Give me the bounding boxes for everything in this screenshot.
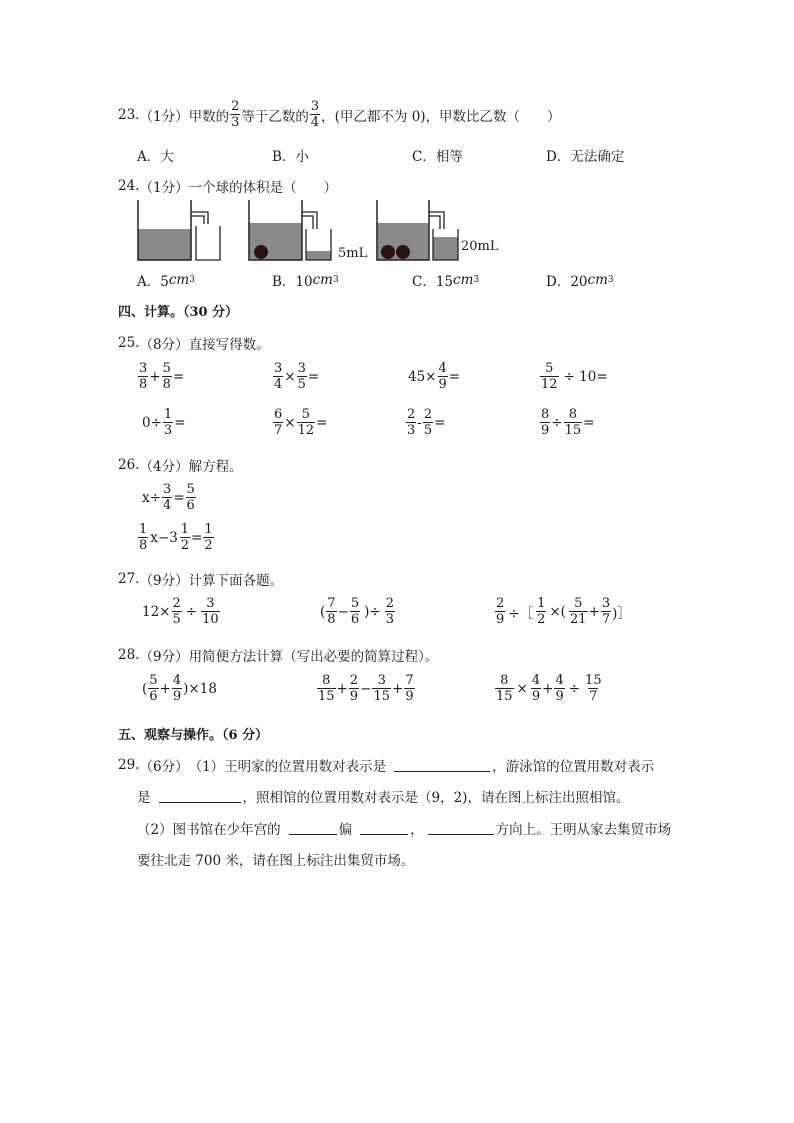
q29-line-1: 29. （6分） （1）王明家的位置用数对表示是 ，游泳馆的位置用数对表示 bbox=[118, 757, 655, 775]
q24-label-20ml: 20mL bbox=[461, 239, 499, 254]
q25-expr-4: $\frac{5}{12}$ ÷ 10= bbox=[541, 361, 608, 392]
q23-option-d[interactable]: D．无法确定 bbox=[546, 149, 625, 165]
q28-expr-1: ( 5 6 + $\frac{4}{9}$ )×18 bbox=[142, 673, 217, 704]
q25-stem: 25. （8分） 直接写得数。 bbox=[118, 335, 270, 353]
q23-text-2: 等于乙数的 bbox=[241, 108, 309, 125]
q24-number: 24. bbox=[118, 178, 140, 194]
q26-stem: 26. （4分） 解方程。 bbox=[118, 457, 243, 475]
q23-fraction-2: 3 4 bbox=[310, 99, 320, 130]
beaker-1 bbox=[138, 200, 220, 260]
q25-expr-2: $\frac{3}{4}$ × $\frac{3}{5}$ = bbox=[274, 361, 320, 392]
q24-option-d[interactable]: D．20 cm 3 bbox=[546, 272, 614, 290]
answer-blank[interactable] bbox=[289, 822, 337, 835]
answer-blank[interactable] bbox=[159, 790, 241, 803]
q24-option-b[interactable]: B．10 cm 3 bbox=[272, 272, 339, 290]
q24-stem bbox=[118, 176, 337, 196]
q25-expr-3: 45× $\frac{4}{9}$ = bbox=[408, 361, 461, 392]
q25-expr-1: 3 8 + $\frac{5}{8}$ = bbox=[139, 361, 185, 392]
answer-blank[interactable] bbox=[428, 822, 494, 835]
q26-equation-1: x÷ $\frac{3}{4}$ = $\frac{5}{6}$ bbox=[142, 482, 195, 513]
answer-blank[interactable] bbox=[394, 759, 490, 772]
q25-expr-8: $\frac{8}{9}$ ÷ $\frac{8}{15}$ = bbox=[541, 407, 595, 438]
q24-option-c[interactable]: C．15 cm 3 bbox=[412, 272, 480, 290]
q23-option-b[interactable]: B．小 bbox=[272, 149, 309, 165]
beaker-3 bbox=[377, 200, 458, 260]
ball-icon bbox=[254, 245, 268, 259]
q23-score: （1分） bbox=[139, 108, 189, 125]
q24-score: （1分） bbox=[139, 180, 189, 196]
beaker-2 bbox=[249, 200, 331, 260]
q28-expr-2: 8 15 + $\frac{2}{9}$ − $\frac{3}{15}$ + $\frac{7}{9}$ bbox=[318, 673, 414, 704]
q24-option-a[interactable]: A．5 cm 3 bbox=[137, 272, 195, 290]
q23-text-1: 甲数的 bbox=[188, 108, 230, 125]
q26-equation-2: 1 8 x−3 $\frac{1}{2}$ = $\frac{1}{2}$ bbox=[139, 522, 213, 553]
q23-number: 23. bbox=[118, 106, 140, 123]
q27-stem: 27. （9分） 计算下面各题。 bbox=[118, 571, 284, 589]
q23-option-c[interactable]: C．相等 bbox=[412, 149, 463, 165]
section-5-heading: 五、观察与操作。（6 分） bbox=[118, 728, 269, 743]
q23-fraction-1: 2 3 bbox=[231, 99, 240, 130]
q28-expr-3: $\frac{8}{15}$ × $\frac{4}{9}$ + $\frac{4}{9}$ ÷ $\frac{15}{7}$ bbox=[496, 673, 602, 704]
q25-expr-6: $\frac{6}{7}$ × $\frac{5}{12}$ = bbox=[274, 407, 328, 438]
q23-stem bbox=[118, 100, 561, 129]
ball-icon bbox=[396, 245, 410, 259]
q24-label-5ml: 5mL bbox=[338, 246, 368, 261]
q24-beaker-figure bbox=[130, 196, 510, 266]
q27-expr-3: $\frac{2}{9}$ ÷［ $\frac{1}{2}$ ×( 5 21 + $\frac{3}{7}$ )］ bbox=[496, 596, 631, 627]
q28-stem: 28. （9分） 用简便方法计算（写出必要的简算过程）。 bbox=[118, 647, 439, 665]
q27-expr-1: 12× $\frac{2}{5}$ ÷ $\frac{3}{10}$ bbox=[142, 596, 219, 627]
q23-option-a[interactable]: A．大 bbox=[137, 149, 174, 165]
q23-text-3: ，(甲乙都不为 0)，甲数比乙数（ ） bbox=[321, 108, 561, 125]
q25-expr-7: 2 3 - $\frac{2}{5}$ = bbox=[407, 407, 446, 438]
q29-line-2: 是 ，照相馆的位置用数对表示是（9，2)，请在图上标注出照相馆。 bbox=[137, 790, 630, 806]
section-4-heading: 四、计算。（30 分） bbox=[118, 305, 239, 320]
ball-icon bbox=[381, 245, 395, 259]
q25-expr-5: 0÷ $\frac{1}{3}$ = bbox=[142, 407, 186, 438]
q29-line-4: 要往北走 700 米，请在图上标注出集贸市场。 bbox=[137, 853, 415, 869]
q27-expr-2: ( 7 8 − $\frac{5}{6}$ )÷ $\frac{2}{3}$ bbox=[320, 596, 395, 627]
q29-line-3: （2）图书馆在少年宫的 偏 ， 方向上。王明从家去集贸市场 bbox=[137, 822, 672, 838]
q24-text: 一个球的体积是（ ） bbox=[188, 180, 338, 196]
answer-blank[interactable] bbox=[360, 822, 408, 835]
